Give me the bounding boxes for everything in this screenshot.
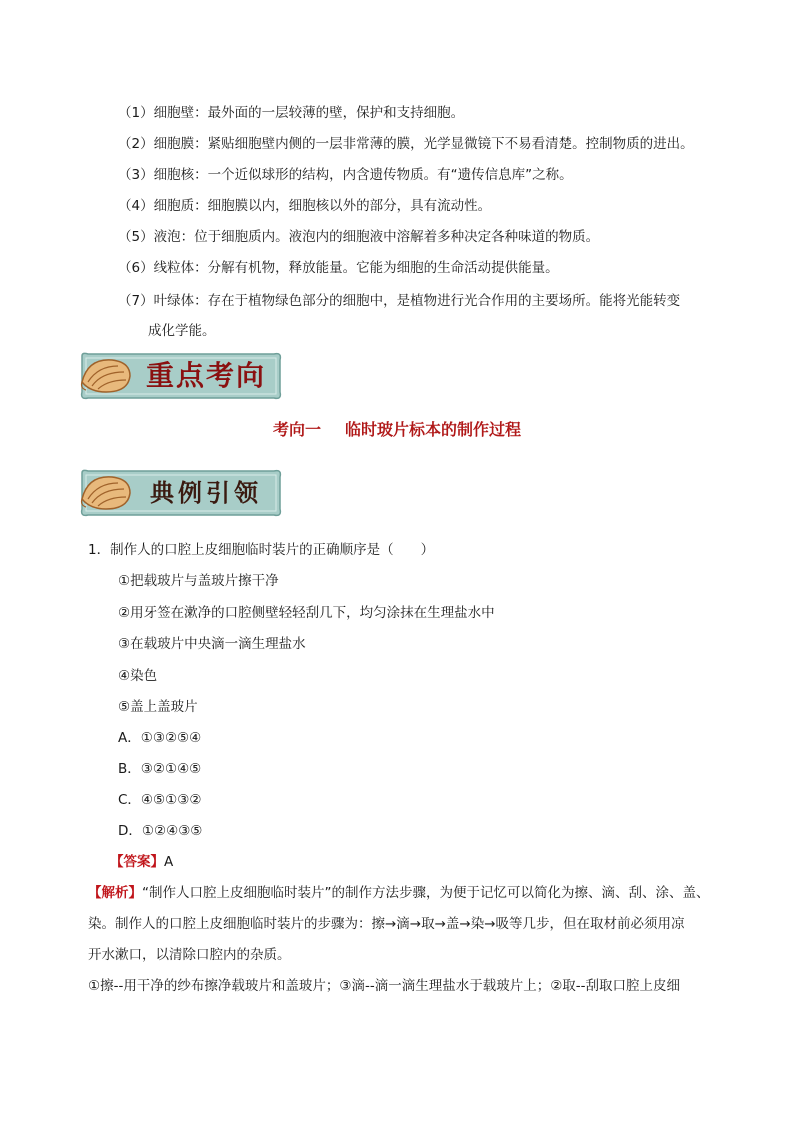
banner-title: 典例引领	[150, 478, 262, 507]
knowledge-item-4: （4）细胞质：细胞膜以内，细胞核以外的部分，具有流动性。	[118, 198, 492, 214]
analysis-text-1: “制作人口腔上皮细胞临时装片”的制作方法步骤，为便于记忆可以简化为擦、滴、刮、涂、盖、	[142, 885, 710, 901]
analysis-line-1	[88, 883, 710, 903]
analysis-line-4: ①擦--用干净的纱布擦净载玻片和盖玻片；③滴--滴一滴生理盐水于载玻片上；②取--刮取口腔上皮细	[88, 978, 681, 994]
key-direction-banner	[76, 350, 286, 402]
option-a: A．①③②⑤④	[118, 730, 202, 746]
option-c: C．④⑤①③②	[118, 792, 202, 808]
knowledge-item-6: （6）线粒体：分解有机物，释放能量。它能为细胞的生命活动提供能量。	[118, 260, 559, 276]
question-stem: 1．制作人的口腔上皮细胞临时装片的正确顺序是（ ）	[88, 542, 435, 558]
question-step-4: ④染色	[118, 668, 158, 684]
question-step-5: ⑤盖上盖玻片	[118, 699, 198, 715]
knowledge-item-1: （1）细胞壁：最外面的一层较薄的壁，保护和支持细胞。	[118, 105, 465, 121]
analysis-line-3: 开水漱口，以清除口腔内的杂质。	[88, 947, 291, 963]
knowledge-item-5: （5）液泡：位于细胞质内。液泡内的细胞液中溶解着多种决定各种味道的物质。	[118, 229, 600, 245]
section-label: 考向一	[272, 420, 321, 439]
shell-icon	[78, 469, 134, 515]
knowledge-item-7: （7）叶绿体：存在于植物绿色部分的细胞中，是植物进行光合作用的主要场所。能将光能转变	[118, 293, 681, 309]
option-d: D．①②④③⑤	[118, 823, 203, 839]
knowledge-item-7-cont: 成化学能。	[148, 323, 216, 339]
question-step-2: ②用牙签在漱净的口腔侧壁轻轻刮几下，均匀涂抹在生理盐水中	[118, 605, 495, 621]
shell-icon	[78, 352, 134, 398]
answer-label: 【答案】	[110, 854, 164, 870]
section-title	[0, 417, 794, 440]
knowledge-item-2: （2）细胞膜：紧贴细胞壁内侧的一层非常薄的膜，光学显微镜下不易看清楚。控制物质的进出。	[118, 136, 694, 152]
answer-value: A	[164, 854, 174, 870]
question-step-1: ①把载玻片与盖玻片擦干净	[118, 573, 279, 589]
option-b: B．③②①④⑤	[118, 761, 202, 777]
answer-line	[110, 852, 173, 872]
section-heading: 临时玻片标本的制作过程	[345, 420, 522, 439]
example-banner	[76, 467, 286, 519]
knowledge-item-3: （3）细胞核：一个近似球形的结构，内含遗传物质。有“遗传信息库”之称。	[118, 167, 573, 183]
analysis-label: 【解析】	[88, 885, 142, 901]
analysis-line-2: 染。制作人的口腔上皮细胞临时装片的步骤为：擦→滴→取→盖→染→吸等几步，但在取材前必须用凉	[88, 916, 685, 932]
banner-title: 重点考向	[145, 359, 266, 392]
question-step-3: ③在载玻片中央滴一滴生理盐水	[118, 636, 306, 652]
